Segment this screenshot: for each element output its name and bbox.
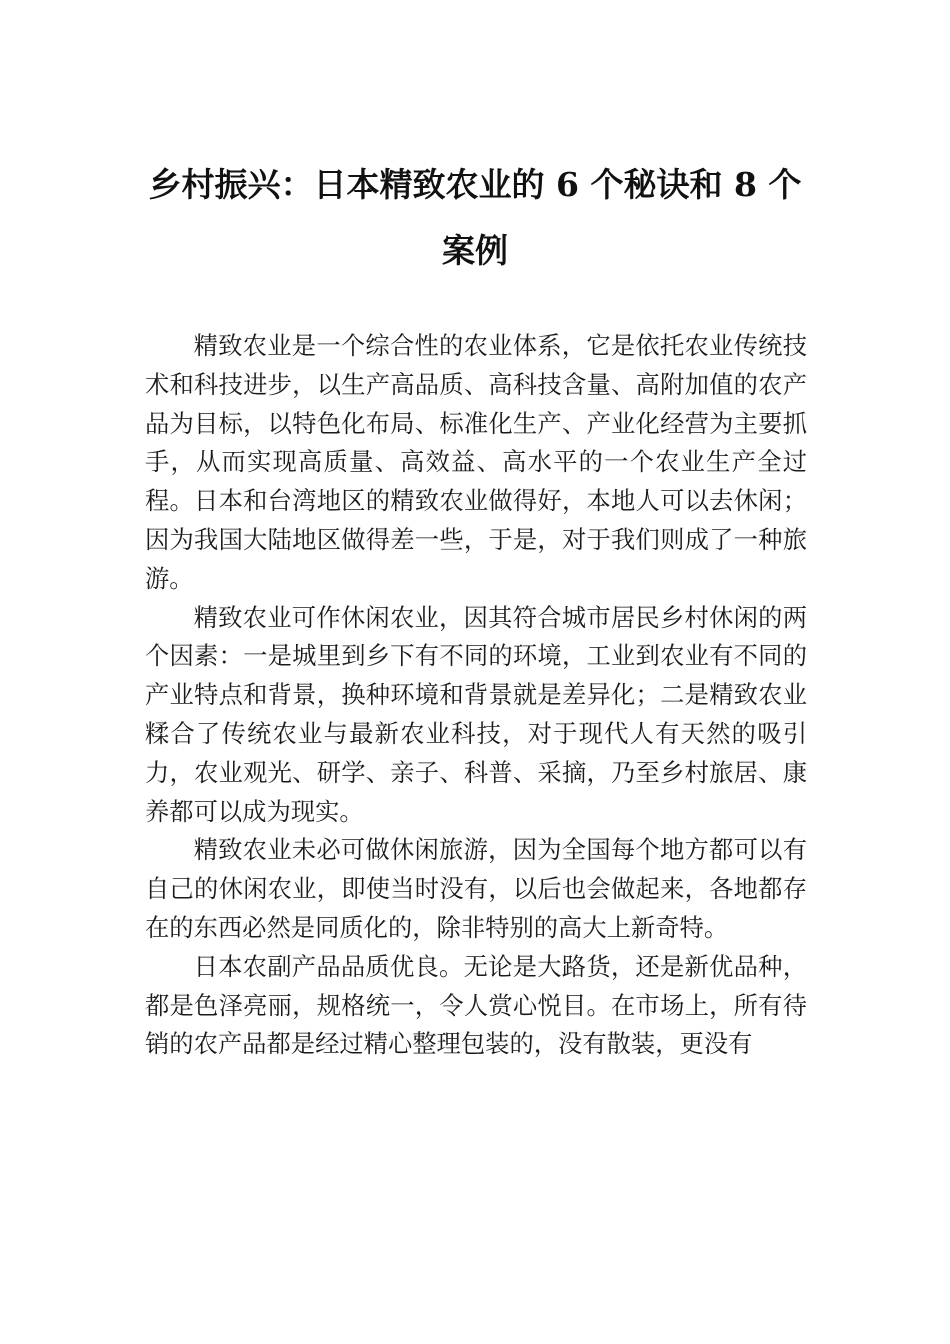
- paragraph: 精致农业可作休闲农业，因其符合城市居民乡村休闲的两个因素：一是城里到乡下有不同的环境，工业到农业有不同的产业特点和背景，换种环境和背景就是差异化；二是精致农业糅合了传统农业与最新农业科技，对于现代人有天然的吸引力，农业观光、研学、亲子、科普、采摘，乃至乡村旅居、康养都可以成为现实。: [145, 602, 807, 826]
- document-body: [145, 327, 807, 1064]
- document-title: 乡村振兴：日本精致农业的 6 个秘诀和 8 个案例: [148, 165, 802, 270]
- paragraph: 日本农副产品品质优良。无论是大路货，还是新优品种，都是色泽亮丽，规格统一，令人赏心悦目。在市场上，所有待销的农产品都是经过精心整理包装的，没有散装，更没有: [145, 951, 807, 1059]
- paragraph: 精致农业是一个综合性的农业体系，它是依托农业传统技术和科技进步，以生产高品质、高科技含量、高附加值的农产品为目标，以特色化布局、标准化生产、产业化经营为主要抓手，从而实现高质量、高效益、高水平的一个农业生产全过程。日本和台湾地区的精致农业做得好，本地人可以去休闲；因为我国大陆地区做得差一些，于是，对于我们则成了一种旅游。: [145, 331, 807, 593]
- paragraph: 精致农业未必可做休闲旅游，因为全国每个地方都可以有自己的休闲农业，即使当时没有，以后也会做起来，各地都存在的东西必然是同质化的，除非特别的高大上新奇特。: [145, 835, 807, 942]
